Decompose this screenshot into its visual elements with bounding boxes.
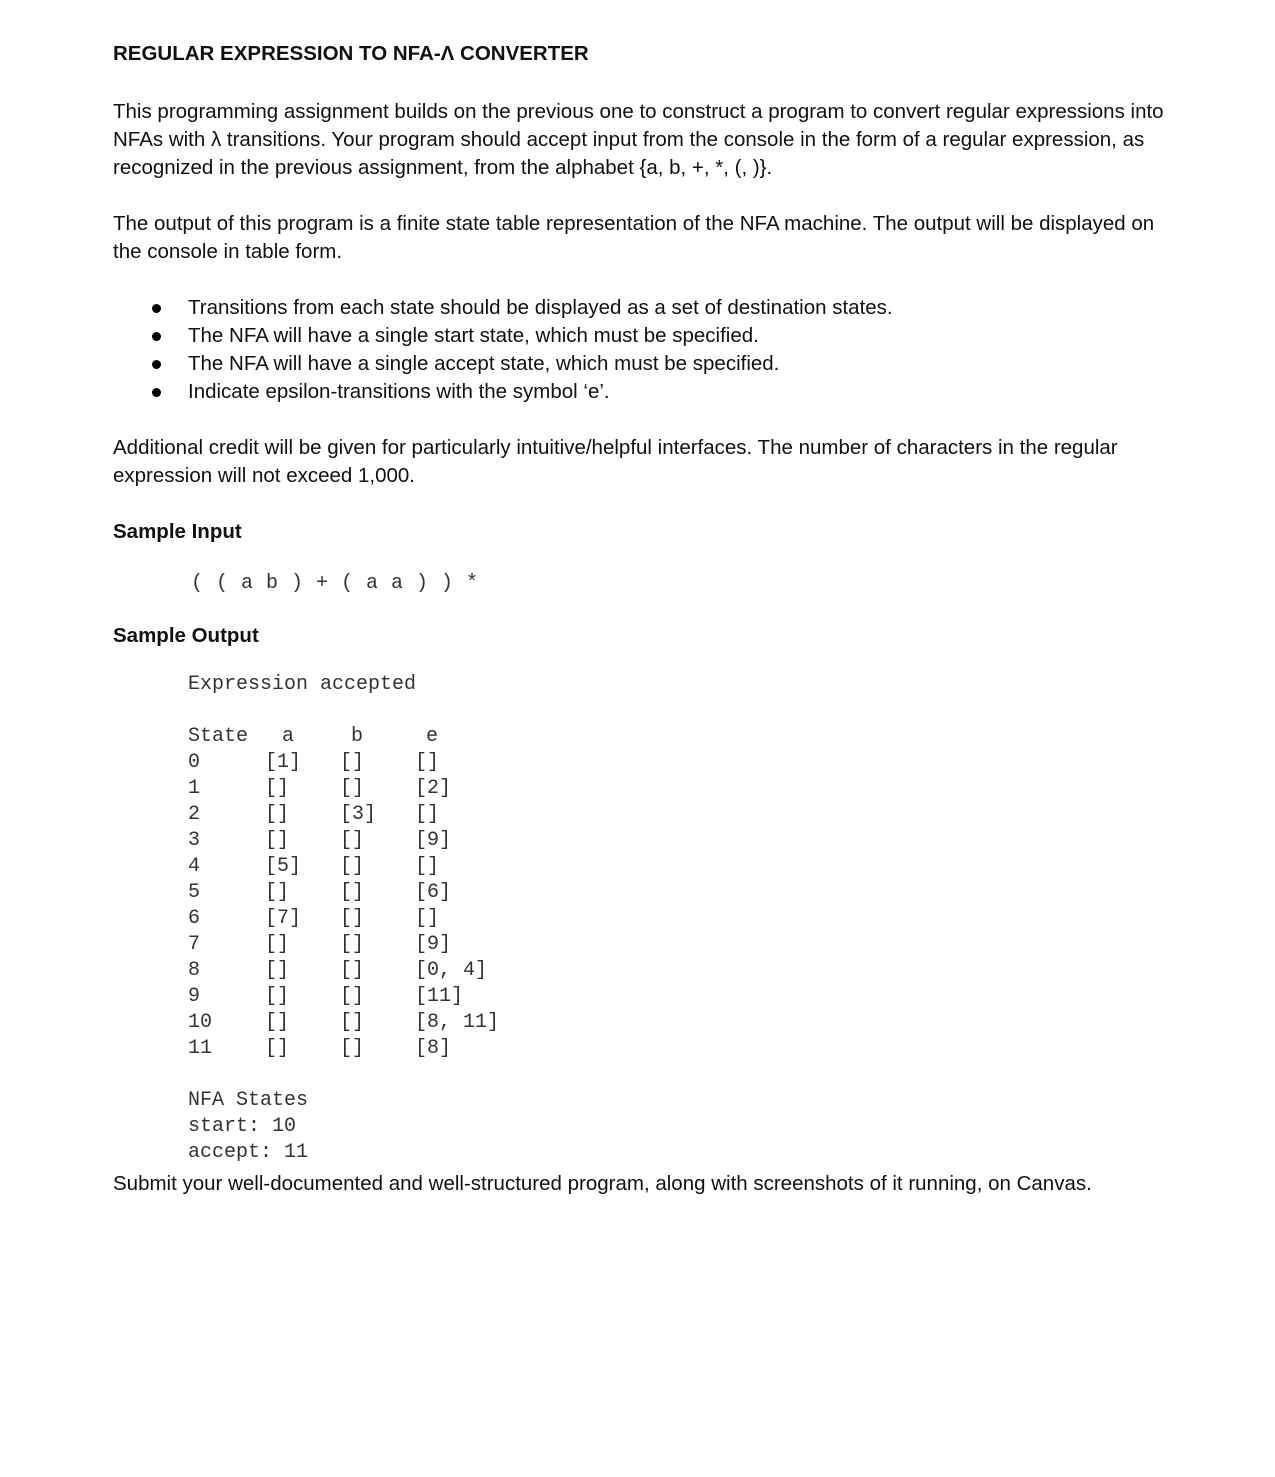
cell-state: 3 — [188, 829, 201, 852]
page-title: REGULAR EXPRESSION TO NFA-Λ CONVERTER — [113, 42, 589, 65]
cell-state: 2 — [188, 803, 201, 826]
cell-b: [] — [340, 1037, 365, 1060]
table-row — [188, 776, 525, 802]
cell-b: [] — [340, 881, 365, 904]
cell-a: [] — [265, 985, 290, 1008]
table-row — [188, 854, 525, 880]
sample-input-code: ( ( a b ) + ( a a ) ) * — [191, 572, 479, 595]
cell-state: 7 — [188, 933, 201, 956]
cell-b: [] — [340, 907, 365, 930]
cell-a: [] — [265, 1037, 290, 1060]
cell-b: [] — [340, 1011, 365, 1034]
cell-b: [] — [340, 985, 365, 1008]
list-item: Indicate epsilon-transitions with the symbol ‘e’. — [113, 378, 1173, 406]
cell-e: [8] — [415, 1037, 452, 1060]
cell-e: [9] — [415, 829, 452, 852]
state-table — [188, 724, 525, 1062]
table-row — [188, 1010, 525, 1036]
credit-paragraph: Additional credit will be given for particularly intuitive/helpful interfaces. The number of characters in the regular expression will not exceed 1,000. — [113, 436, 1118, 487]
column-header-state: State — [188, 725, 249, 748]
cell-e: [6] — [415, 881, 452, 904]
intro-paragraph: This programming assignment builds on the previous one to construct a program to convert regular expressions into NFAs with λ transitions. Your program should accept input from the console in the form of a regular expression, as recognized in the previous assignment, from the alphabet {a, b, +, *, (, )}. — [113, 100, 1164, 179]
cell-a: [1] — [265, 751, 302, 774]
table-row — [188, 802, 525, 828]
bullet-icon — [152, 388, 161, 397]
column-header-a: a — [282, 725, 295, 748]
cell-a: [] — [265, 959, 290, 982]
cell-state: 9 — [188, 985, 201, 1008]
cell-a: [7] — [265, 907, 302, 930]
cell-e: [11] — [415, 985, 464, 1008]
sample-output-block — [188, 672, 1173, 1166]
cell-b: [] — [340, 855, 365, 878]
cell-a: [] — [265, 1011, 290, 1034]
list-item: Transitions from each state should be displayed as a set of destination states. — [113, 294, 1173, 322]
column-header-e: e — [426, 725, 439, 748]
cell-e: [] — [415, 751, 440, 774]
table-header-row — [188, 724, 525, 750]
list-item: The NFA will have a single accept state, which must be specified. — [113, 350, 1173, 378]
cell-b: [] — [340, 959, 365, 982]
table-row — [188, 828, 525, 854]
cell-state: 5 — [188, 881, 201, 904]
table-row — [188, 906, 525, 932]
cell-state: 8 — [188, 959, 201, 982]
status-line: Expression accepted — [188, 673, 417, 696]
cell-state: 11 — [188, 1037, 213, 1060]
table-row — [188, 958, 525, 984]
bullet-icon — [152, 332, 161, 341]
table-row — [188, 880, 525, 906]
table-row — [188, 1036, 525, 1062]
cell-e: [9] — [415, 933, 452, 956]
cell-a: [] — [265, 829, 290, 852]
cell-a: [5] — [265, 855, 302, 878]
cell-e: [8, 11] — [415, 1011, 500, 1034]
cell-state: 10 — [188, 1011, 213, 1034]
cell-e: [] — [415, 855, 440, 878]
sample-output-heading: Sample Output — [113, 624, 259, 647]
column-header-b: b — [351, 725, 364, 748]
bullet-icon — [152, 304, 161, 313]
cell-a: [] — [265, 881, 290, 904]
cell-e: [2] — [415, 777, 452, 800]
cell-b: [3] — [340, 803, 377, 826]
accept-state-line: accept: 11 — [188, 1141, 309, 1164]
cell-b: [] — [340, 933, 365, 956]
nfa-states-label: NFA States — [188, 1089, 309, 1112]
start-state-line: start: 10 — [188, 1115, 297, 1138]
cell-b: [] — [340, 829, 365, 852]
cell-a: [] — [265, 803, 290, 826]
cell-state: 6 — [188, 907, 201, 930]
cell-e: [0, 4] — [415, 959, 488, 982]
requirements-list — [113, 294, 1173, 406]
cell-e: [] — [415, 803, 440, 826]
cell-a: [] — [265, 777, 290, 800]
bullet-icon — [152, 360, 161, 369]
cell-a: [] — [265, 933, 290, 956]
cell-e: [] — [415, 907, 440, 930]
cell-b: [] — [340, 751, 365, 774]
table-row — [188, 750, 525, 776]
cell-state: 1 — [188, 777, 201, 800]
submission-instructions: Submit your well-documented and well-structured program, along with screenshots of it running, on Canvas. — [113, 1172, 1092, 1195]
document-page — [113, 38, 1173, 1198]
sample-input-heading: Sample Input — [113, 520, 242, 543]
list-item: The NFA will have a single start state, which must be specified. — [113, 322, 1173, 350]
cell-state: 0 — [188, 751, 201, 774]
table-row — [188, 984, 525, 1010]
cell-b: [] — [340, 777, 365, 800]
output-description-paragraph: The output of this program is a finite state table representation of the NFA machine. The output will be displayed on the console in table form. — [113, 212, 1155, 263]
cell-state: 4 — [188, 855, 201, 878]
table-row — [188, 932, 525, 958]
